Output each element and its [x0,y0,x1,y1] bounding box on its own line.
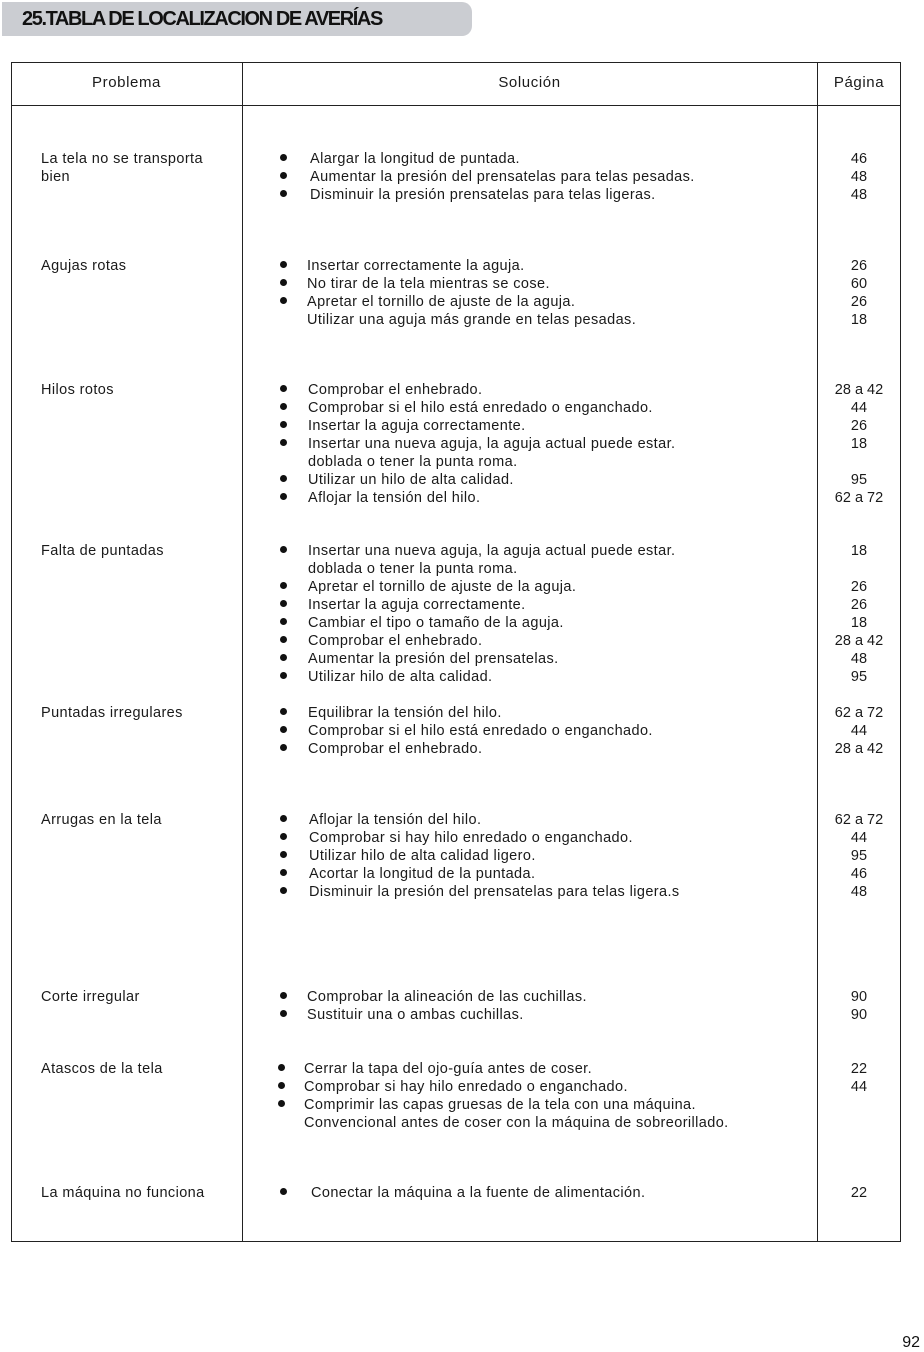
bullet-icon [280,582,287,589]
solution-line [0,704,924,722]
page-reference: 95 [850,848,868,864]
solution-line [0,668,924,686]
solution-text: Insertar una nueva aguja, la aguja actual puede estar. [308,543,676,559]
page-reference: 22 [850,1061,868,1077]
bullet-icon [280,439,287,446]
bullet-icon [280,654,287,661]
solution-text: Acortar la longitud de la puntada. [309,866,536,882]
bullet-icon [280,815,287,822]
problem-text: Agujas rotas [41,258,127,274]
solution-text: Utilizar hilo de alta calidad. [308,669,493,685]
solution-text: Sustituir una o ambas cuchillas. [307,1007,524,1023]
solution-line [0,453,924,471]
page-reference: 26 [850,579,868,595]
solution-text: Cambiar el tipo o tamaño de la aguja. [308,615,564,631]
problem-text: Corte irregular [41,989,140,1005]
bullet-icon [280,887,287,894]
solution-text: Convencional antes de coser con la máquina de sobreorillado. [304,1115,729,1131]
page-reference: 26 [850,294,868,310]
solution-text: No tirar de la tela mientras se cose. [307,276,550,292]
column-header-pagina: Página [833,74,885,91]
solution-text: Comprobar el enhebrado. [308,741,483,757]
page-reference: 18 [850,615,868,631]
column-header-problema: Problema [92,74,161,91]
bullet-icon [280,475,287,482]
bullet-icon [280,493,287,500]
bullet-icon [278,1064,285,1071]
solution-text: Insertar la aguja correctamente. [308,597,526,613]
page-reference: 44 [850,1079,868,1095]
solution-line [0,168,924,186]
solution-line [0,596,924,614]
solution-line [0,988,924,1006]
solution-line [0,186,924,204]
solution-line [0,1114,924,1132]
column-header-solucion: Solución [498,74,561,91]
solution-line [0,417,924,435]
problem-text: bien [41,169,71,185]
bullet-icon [280,1188,287,1195]
solution-text: Comprobar el enhebrado. [308,382,483,398]
page-reference: 28 a 42 [834,741,884,757]
page-reference: 62 a 72 [834,812,884,828]
bullet-icon [280,261,287,268]
problem-text: Arrugas en la tela [41,812,162,828]
problem-text: La máquina no funciona [41,1185,205,1201]
page-reference: 48 [850,187,868,203]
page-reference: 62 a 72 [834,705,884,721]
bullet-icon [280,172,287,179]
solution-line [0,311,924,329]
page-reference: 60 [850,276,868,292]
solution-line [0,1006,924,1024]
bullet-icon [280,833,287,840]
bullet-icon [280,618,287,625]
bullet-icon [280,744,287,751]
solution-line [0,489,924,507]
solution-text: Insertar una nueva aguja, la aguja actual puede estar. [308,436,676,452]
page-reference: 44 [850,400,868,416]
solution-text: Disminuir la presión prensatelas para telas ligeras. [310,187,656,203]
bullet-icon [280,421,287,428]
solution-line [0,632,924,650]
solution-text: Utilizar hilo de alta calidad ligero. [309,848,536,864]
solution-text: Apretar el tornillo de ajuste de la aguja. [308,579,577,595]
solution-line [0,1078,924,1096]
bullet-icon [280,636,287,643]
solution-text: Utilizar una aguja más grande en telas pesadas. [307,312,637,328]
solution-line [0,150,924,168]
page-reference: 18 [850,436,868,452]
page-reference: 46 [850,866,868,882]
solution-line [0,435,924,453]
page-reference: 26 [850,597,868,613]
solution-line [0,381,924,399]
solution-line [0,1060,924,1078]
page-reference: 95 [850,472,868,488]
page-reference: 62 a 72 [834,490,884,506]
solution-line [0,399,924,417]
bullet-icon [280,154,287,161]
bullet-icon [280,869,287,876]
solution-line [0,650,924,668]
solution-text: Apretar el tornillo de ajuste de la aguja. [307,294,576,310]
solution-text: Insertar correctamente la aguja. [307,258,525,274]
solution-text: Alargar la longitud de puntada. [310,151,520,167]
bullet-icon [280,672,287,679]
solution-line [0,471,924,489]
page-reference: 26 [850,258,868,274]
bullet-icon [280,600,287,607]
solution-line [0,275,924,293]
page-reference: 26 [850,418,868,434]
problem-text: Falta de puntadas [41,543,164,559]
bullet-icon [280,279,287,286]
page-reference: 48 [850,169,868,185]
problem-text: La tela no se transporta [41,151,203,167]
solution-line [0,1096,924,1114]
bullet-icon [280,190,287,197]
solution-line [0,883,924,901]
solution-line [0,614,924,632]
page-number: 92 [902,1334,920,1351]
problem-text: Puntadas irregulares [41,705,183,721]
solution-text: Utilizar un hilo de alta calidad. [308,472,514,488]
solution-line [0,740,924,758]
page-reference: 22 [850,1185,868,1201]
page-reference: 95 [850,669,868,685]
solution-text: Conectar la máquina a la fuente de alimentación. [311,1185,646,1201]
solution-text: Equilibrar la tensión del hilo. [308,705,502,721]
solution-text: doblada o tener la punta roma. [308,561,518,577]
solution-text: Disminuir la presión del prensatelas para telas ligera.s [309,884,680,900]
section-title: 25.TABLA DE LOCALIZACION DE AVERÍAS [22,8,382,30]
solution-line [0,257,924,275]
table-header-rule [11,105,901,106]
bullet-icon [280,1010,287,1017]
bullet-icon [280,708,287,715]
section-header-bar [2,2,472,36]
solution-text: Comprobar si hay hilo enredado o enganchado. [304,1079,628,1095]
solution-text: Aumentar la presión del prensatelas para telas pesadas. [310,169,695,185]
bullet-icon [280,546,287,553]
solution-line [0,722,924,740]
page-reference: 90 [850,1007,868,1023]
solution-text: doblada o tener la punta roma. [308,454,518,470]
page-reference: 18 [850,312,868,328]
solution-line [0,865,924,883]
solution-line [0,847,924,865]
solution-text: Comprobar si el hilo está enredado o enganchado. [308,723,653,739]
problem-text: Hilos rotos [41,382,114,398]
page-reference: 28 a 42 [834,382,884,398]
page-reference: 46 [850,151,868,167]
solution-text: Comprobar el enhebrado. [308,633,483,649]
bullet-icon [280,726,287,733]
solution-line [0,578,924,596]
bullet-icon [278,1082,285,1089]
solution-text: Aflojar la tensión del hilo. [309,812,482,828]
problem-text: Atascos de la tela [41,1061,163,1077]
page-reference: 48 [850,651,868,667]
solution-text: Aumentar la presión del prensatelas. [308,651,559,667]
solution-line [0,542,924,560]
solution-text: Insertar la aguja correctamente. [308,418,526,434]
page-reference: 28 a 42 [834,633,884,649]
solution-text: Cerrar la tapa del ojo-guía antes de coser. [304,1061,593,1077]
bullet-icon [280,297,287,304]
solution-line [0,1184,924,1202]
page-reference: 44 [850,723,868,739]
solution-text: Aflojar la tensión del hilo. [308,490,481,506]
page-reference: 48 [850,884,868,900]
page-reference: 90 [850,989,868,1005]
solution-line [0,829,924,847]
bullet-icon [280,385,287,392]
bullet-icon [278,1100,285,1107]
solution-text: Comprobar si el hilo está enredado o enganchado. [308,400,653,416]
bullet-icon [280,403,287,410]
solution-text: Comprobar si hay hilo enredado o enganchado. [309,830,633,846]
bullet-icon [280,992,287,999]
page-reference: 18 [850,543,868,559]
solution-line [0,560,924,578]
bullet-icon [280,851,287,858]
solution-text: Comprobar la alineación de las cuchillas. [307,989,587,1005]
solution-text: Comprimir las capas gruesas de la tela con una máquina. [304,1097,696,1113]
solution-line [0,293,924,311]
solution-line [0,811,924,829]
page-reference: 44 [850,830,868,846]
